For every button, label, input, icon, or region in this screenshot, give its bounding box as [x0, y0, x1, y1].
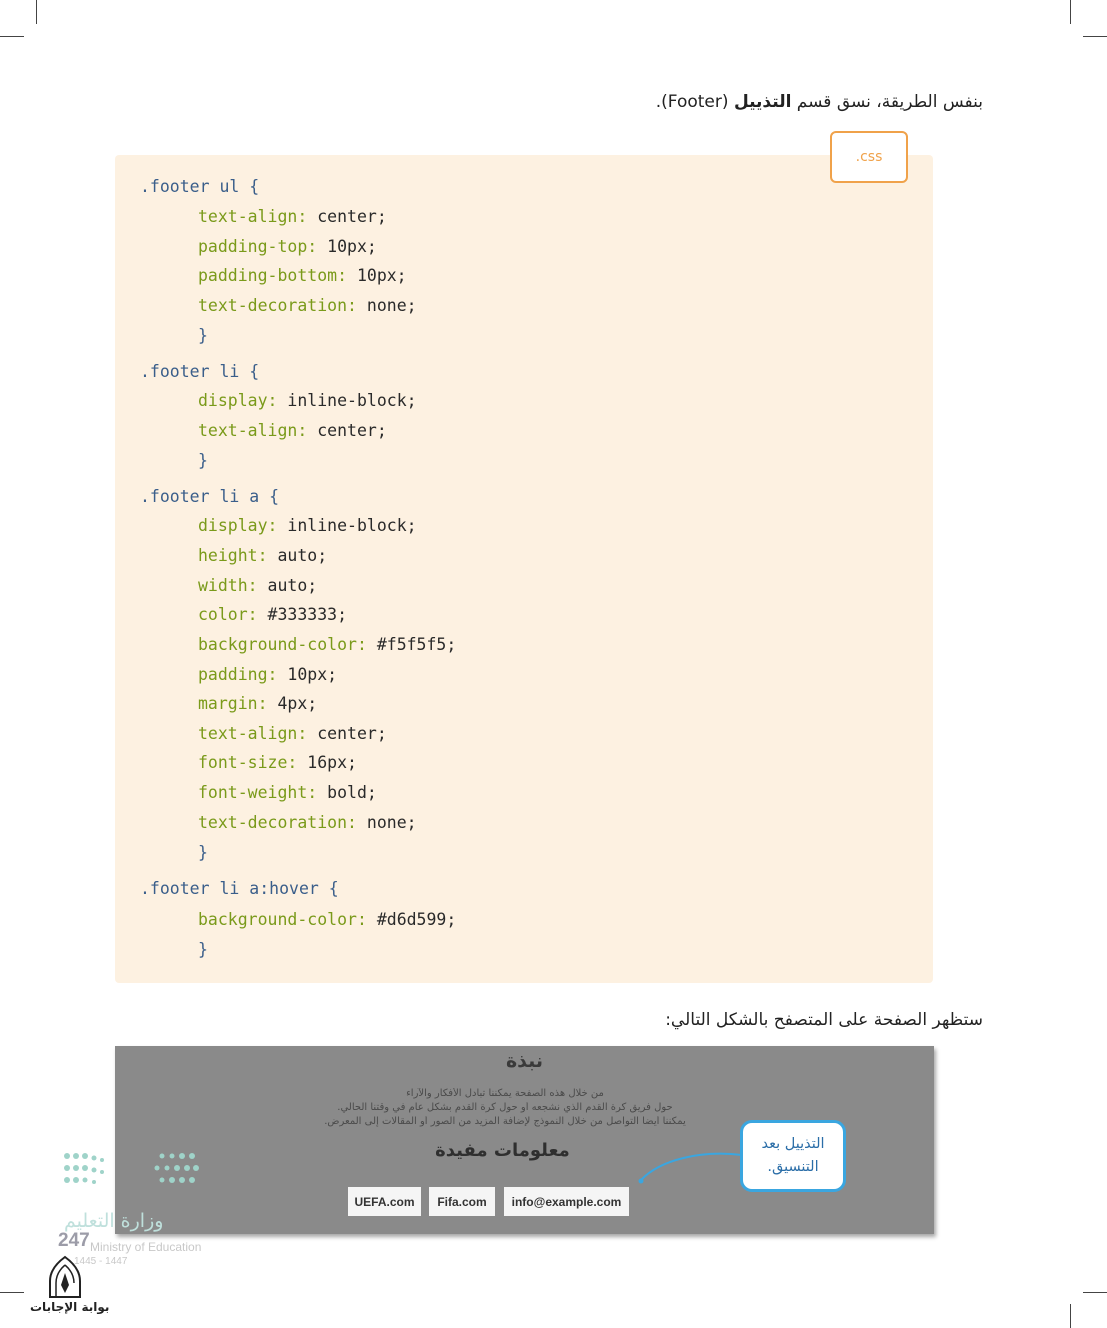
code-selector: .footer ul { — [140, 177, 260, 196]
preview-subtitle: معلومات مفيدة — [435, 1140, 570, 1161]
footer-link-email[interactable]: info@example.com — [504, 1187, 629, 1216]
crop-mark — [36, 0, 37, 24]
code-brace: } — [198, 451, 208, 470]
preview-text-line: حول فريق كرة القدم الذي نشجعه أو حول كرة القدم بشكل عام في وقتنا الحالي. — [337, 1102, 673, 1113]
code-line: margin: 4px; — [198, 694, 318, 713]
callout-line: التذييل بعد — [761, 1135, 825, 1152]
footer-link-uefa[interactable]: UEFA.com — [348, 1187, 421, 1216]
ministry-name-english: Ministry of Education — [90, 1240, 202, 1254]
crop-mark — [1070, 0, 1071, 24]
callout-line: التنسيق. — [767, 1159, 819, 1175]
portal-logo-icon — [44, 1255, 86, 1299]
code-line: font-size: 16px; — [198, 753, 357, 772]
css-file-tag: .css — [830, 131, 908, 183]
page-number: 247 — [58, 1230, 90, 1251]
intro-text: بنفس الطريقة، نسق قسم — [791, 92, 983, 112]
code-selector: .footer li a { — [140, 487, 280, 506]
crop-mark — [1083, 1292, 1107, 1293]
portal-name: بوابة الإجابات — [30, 1300, 110, 1314]
crop-mark — [0, 1292, 24, 1293]
preview-text-line: يمكننا أيضا التواصل من خلال النموذج لإضافة المزيد من الصور أو المقالات إلى المعرض. — [324, 1116, 686, 1127]
code-line: text-decoration: none; — [198, 813, 417, 832]
crop-mark — [1070, 1304, 1071, 1328]
code-line: padding-bottom: 10px; — [198, 266, 407, 285]
outro-paragraph: ستظهر الصفحة على المتصفح بالشكل التالي: — [665, 1010, 983, 1030]
code-line: padding: 10px; — [198, 665, 338, 684]
code-line: display: inline-block; — [198, 516, 417, 535]
ministry-logo-icon — [62, 1150, 202, 1190]
code-line: text-align: center; — [198, 207, 387, 226]
ministry-name-arabic: وزارة التعليم — [64, 1210, 164, 1232]
code-brace: } — [198, 326, 208, 345]
code-selector: .footer li a:hover { — [140, 879, 339, 898]
code-line: background-color: #d6d599; — [198, 910, 457, 929]
code-line: color: #333333; — [198, 605, 348, 624]
footer-link-fifa[interactable]: Fifa.com — [429, 1187, 495, 1216]
crop-mark — [1083, 36, 1107, 37]
code-line: width: auto; — [198, 576, 318, 595]
crop-mark — [0, 36, 24, 37]
code-selector: .footer li { — [140, 362, 260, 381]
preview-text-line: من خلال هذه الصفحة يمكننا تبادل الأفكار والآراء — [406, 1088, 604, 1099]
intro-paragraph — [383, 92, 983, 112]
code-line: font-weight: bold; — [198, 783, 377, 802]
callout-bubble — [740, 1120, 846, 1192]
intro-bold-term: التذييل — [733, 92, 792, 112]
code-brace: } — [198, 843, 208, 862]
code-line: height: auto; — [198, 546, 328, 565]
code-line: text-decoration: none; — [198, 296, 417, 315]
code-line: text-align: center; — [198, 421, 387, 440]
code-line: text-align: center; — [198, 724, 387, 743]
code-line: padding-top: 10px; — [198, 237, 377, 256]
code-brace: } — [198, 940, 208, 959]
intro-text-end: (Footer). — [655, 92, 734, 112]
code-line: display: inline-block; — [198, 391, 417, 410]
preview-title: نبذة — [505, 1050, 544, 1072]
code-line: background-color: #f5f5f5; — [198, 635, 457, 654]
edition-year: 1445 - 1447 — [74, 1256, 128, 1267]
